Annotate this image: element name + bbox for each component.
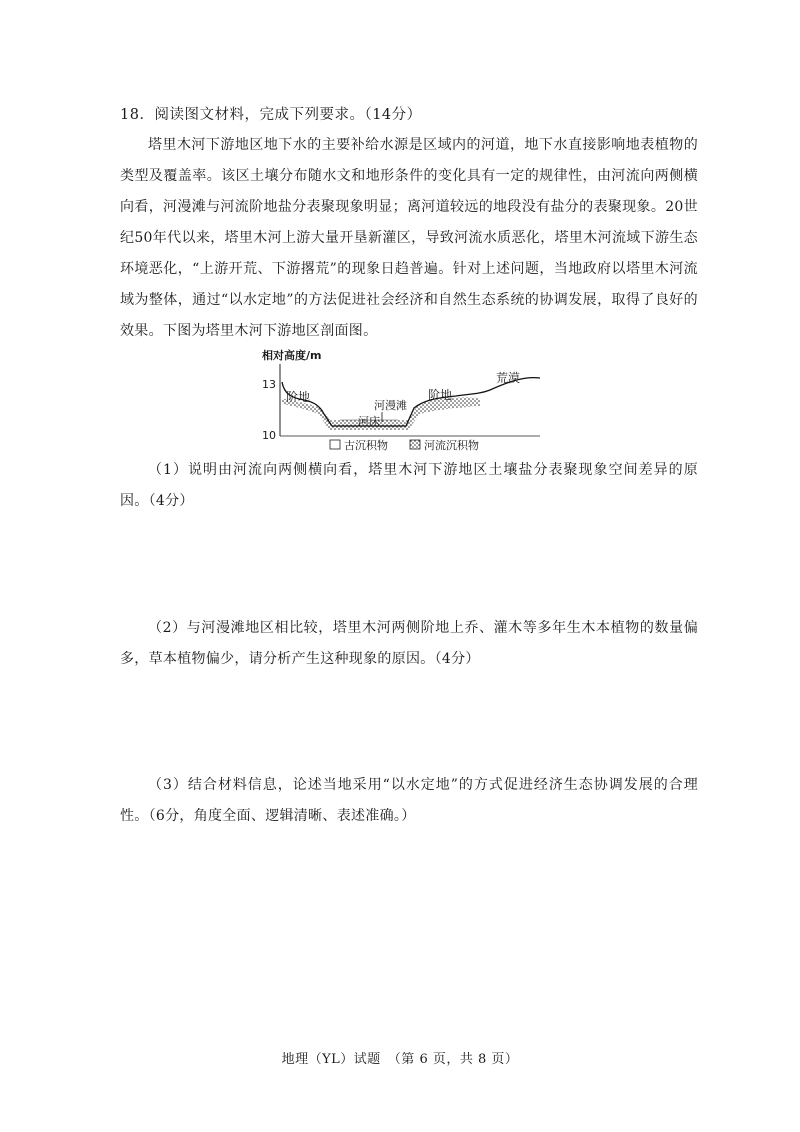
passage: [120, 130, 698, 347]
legend-fluvial-label: 河流沉积物: [424, 439, 479, 452]
legend-ancient-label: 古沉积物: [344, 439, 388, 452]
label-terrace-left: 阶地: [286, 390, 311, 404]
sub-question-1-text: （1）说明由河流向两侧横向看，塔里木河下游地区土壤盐分表聚现象空间差异的原因。（4分）: [120, 462, 698, 509]
label-desert: 荒漠: [496, 371, 521, 385]
sub-question-2-text: （2）与河漫滩地区相比较，塔里木河两侧阶地上乔、灌木等多年生木本植物的数量偏多，草本植物偏少，请分析产生这种现象的原因。（4分）: [120, 620, 698, 667]
label-terrace-right: 阶地: [428, 388, 453, 402]
y-tick-13: 13: [262, 378, 276, 391]
y-axis-label: 相对高度/m: [262, 349, 322, 362]
passage-text: 塔里木河下游地区地下水的主要补给水源是区域内的河道，地下水直接影响地表植物的类型及覆盖率。该区土壤分布随水文和地形条件的变化具有一定的规律性，由河流向两侧横向看，河漫滩与河流阶地盐分表聚现象明显；离河道较远的地段没有盐分的表聚现象。20世纪50年代以来，塔里木河上游大量开垦新灌区，导致河流水质恶化，塔里木河流域下游生态环境恶化，“上游开荒、下游撂荒”的现象日趋普遍。针对上述问题，当地政府以塔里木河流域为整体，通过“以水定地”的方法促进社会经济和自然生态系统的协调发展，取得了良好的效果。下图为塔里木河下游地区剖面图。: [120, 137, 698, 339]
sub-question-3: [120, 770, 698, 832]
label-riverbed: 河床: [358, 415, 380, 428]
cross-section-figure: [258, 348, 548, 460]
legend-ancient-swatch: [330, 440, 340, 449]
sub-question-1: [120, 455, 698, 517]
question-title: 18．阅读图文材料，完成下列要求。（14分）: [120, 107, 422, 123]
page-footer: 地理（YL）试题 （第 6 页，共 8 页）: [281, 1052, 519, 1067]
legend-fluvial-swatch: [410, 440, 420, 449]
sub-question-3-text: （3）结合材料信息，论述当地采用“以水定地”的方式促进经济生态协调发展的合理性。（6分，角度全面、逻辑清晰、表述准确。）: [120, 777, 698, 824]
y-tick-10: 10: [262, 429, 276, 442]
cross-section-diagram: [258, 348, 548, 460]
sub-question-2: [120, 613, 698, 675]
label-floodplain: 河漫滩: [374, 399, 407, 412]
